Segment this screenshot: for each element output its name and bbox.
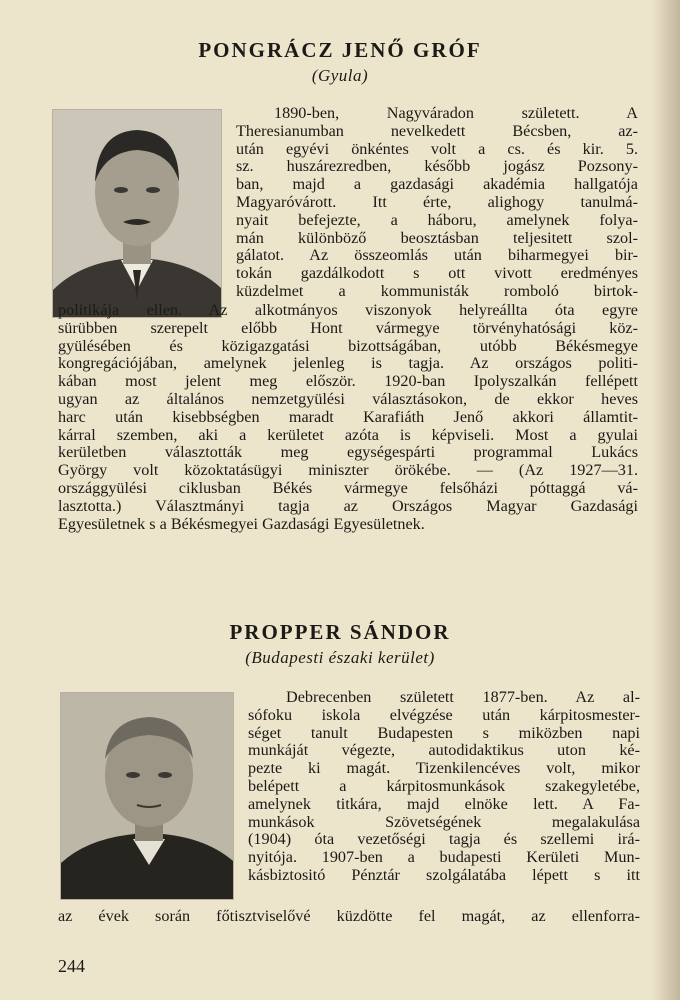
text-line: az évek során főtisztviselővé küzdötte fel magát, az ellenforra- [58,907,640,925]
page-number: 244 [58,956,85,976]
text-line: Magyaróvárott. Itt érte, alighogy tanulmá- [236,192,638,211]
text-line: kerületben választották meg egységespárti programmal Lukács [58,443,638,462]
text-line: kongregációjában, amelynek jelenleg is tagja. Az országos politi- [58,354,638,373]
page-gutter-shadow [652,0,680,1000]
text-line: ugyan az általános nemzetgyülési választásokon, de ekkor heves [58,389,638,408]
text-line: politikája ellen. Az alkotmányos viszonyok helyreállta óta egyre [58,301,638,319]
text-line: mán különböző beosztásban teljesitett szol- [236,228,638,247]
portrait-illustration [61,693,233,899]
entry-1-name: PONGRÁCZ JENŐ GRÓF [198,38,482,62]
text-line: kárral szemben, aki a kerületet azóta is képviseli. Most a gyulai [58,425,638,444]
text-line: országgyülési ciklusban Békés vármegye felsőházi póttaggá vá- [58,478,638,497]
entry-1-constituency: (Gyula) [311,66,369,85]
text-line: küzdelmet a kommunisták romboló birtok- [236,281,638,300]
text-line: sürübben szerepelt előbb Hont vármegye törvényhatósági köz- [58,318,638,337]
text-line: 1890-ben, Nagyváradon született. A [274,104,638,122]
entry-2-text-beside-photo [248,689,640,885]
text-line: gálatot. Az összeomlás után biharmegyei bir- [236,246,638,265]
text-line: (1904) óta vezetőségi tagja és szellemi irá- [248,830,640,849]
text-line: Egyesületnek s a Békésmegyei Gazdasági Egyesületnek. [58,514,425,533]
text-line: kában most jelent meg először. 1920-ban Ipolyszalkán fellépett [58,372,638,391]
text-line: sz. huszárezredben, később jogász Pozsony- [236,157,638,176]
text-line: sófoku iskola elvégzése után kárpitosmester- [248,705,640,724]
text-line: után egyévi önkéntes volt a cs. és kir. 5. [236,139,638,158]
text-line: Debrecenben született 1877-ben. Az al- [286,688,640,706]
entry-1-text-beside-photo [236,105,638,301]
text-line: belépett a kárpitosmunkások szakegyletébe, [248,776,640,795]
text-line: ban, majd a gazdasági akadémia hallgatója [236,175,638,194]
entry-2-text-full-width [58,908,640,926]
text-line: kásbiztositó Pénztár szolgálatába lépett s itt [248,865,640,884]
text-line: munkáját végezte, autodidaktikus uton ké- [248,741,640,760]
text-line: nyitója. 1907-ben a budapesti Kerületi Mun- [248,848,640,867]
portrait-illustration [53,110,221,317]
text-line: lasztotta.) Választmányi tagja az Országos Magyar Gazdasági [58,496,638,515]
text-line: munkások Szövetségének megalakulása [248,812,640,831]
text-line: harc után kisebbségben maradt Karafiáth Jenő akkori államtit- [58,407,638,426]
text-line: séget tanult Budapesten s miközben napi [248,723,640,742]
text-line: tokán gazdálkodott s ott vivott eredményes [236,264,638,283]
entry-1-text-full-width [58,302,638,533]
text-line: pezte ki magát. Tizenkilencéves volt, mikor [248,759,640,778]
text-line: György volt közoktatásügyi miniszter örökébe. — (Az 1927—31. [58,461,638,480]
text-line: nyait befejezte, a háboru, amelynek folya- [236,210,638,229]
portrait-photo-propper [60,692,234,900]
text-line: gyülésében és közigazgatási bizottságában, utóbb Békésmegye [58,336,638,355]
portrait-photo-pongracz [52,109,222,318]
text-line: amelynek titkára, majd elnöke lett. A Fa- [248,794,640,813]
text-line: Theresianumban nevelkedett Bécsben, az- [236,121,638,140]
entry-2-name: PROPPER SÁNDOR [229,620,451,644]
entry-2-constituency: (Budapesti északi kerület) [245,648,435,667]
